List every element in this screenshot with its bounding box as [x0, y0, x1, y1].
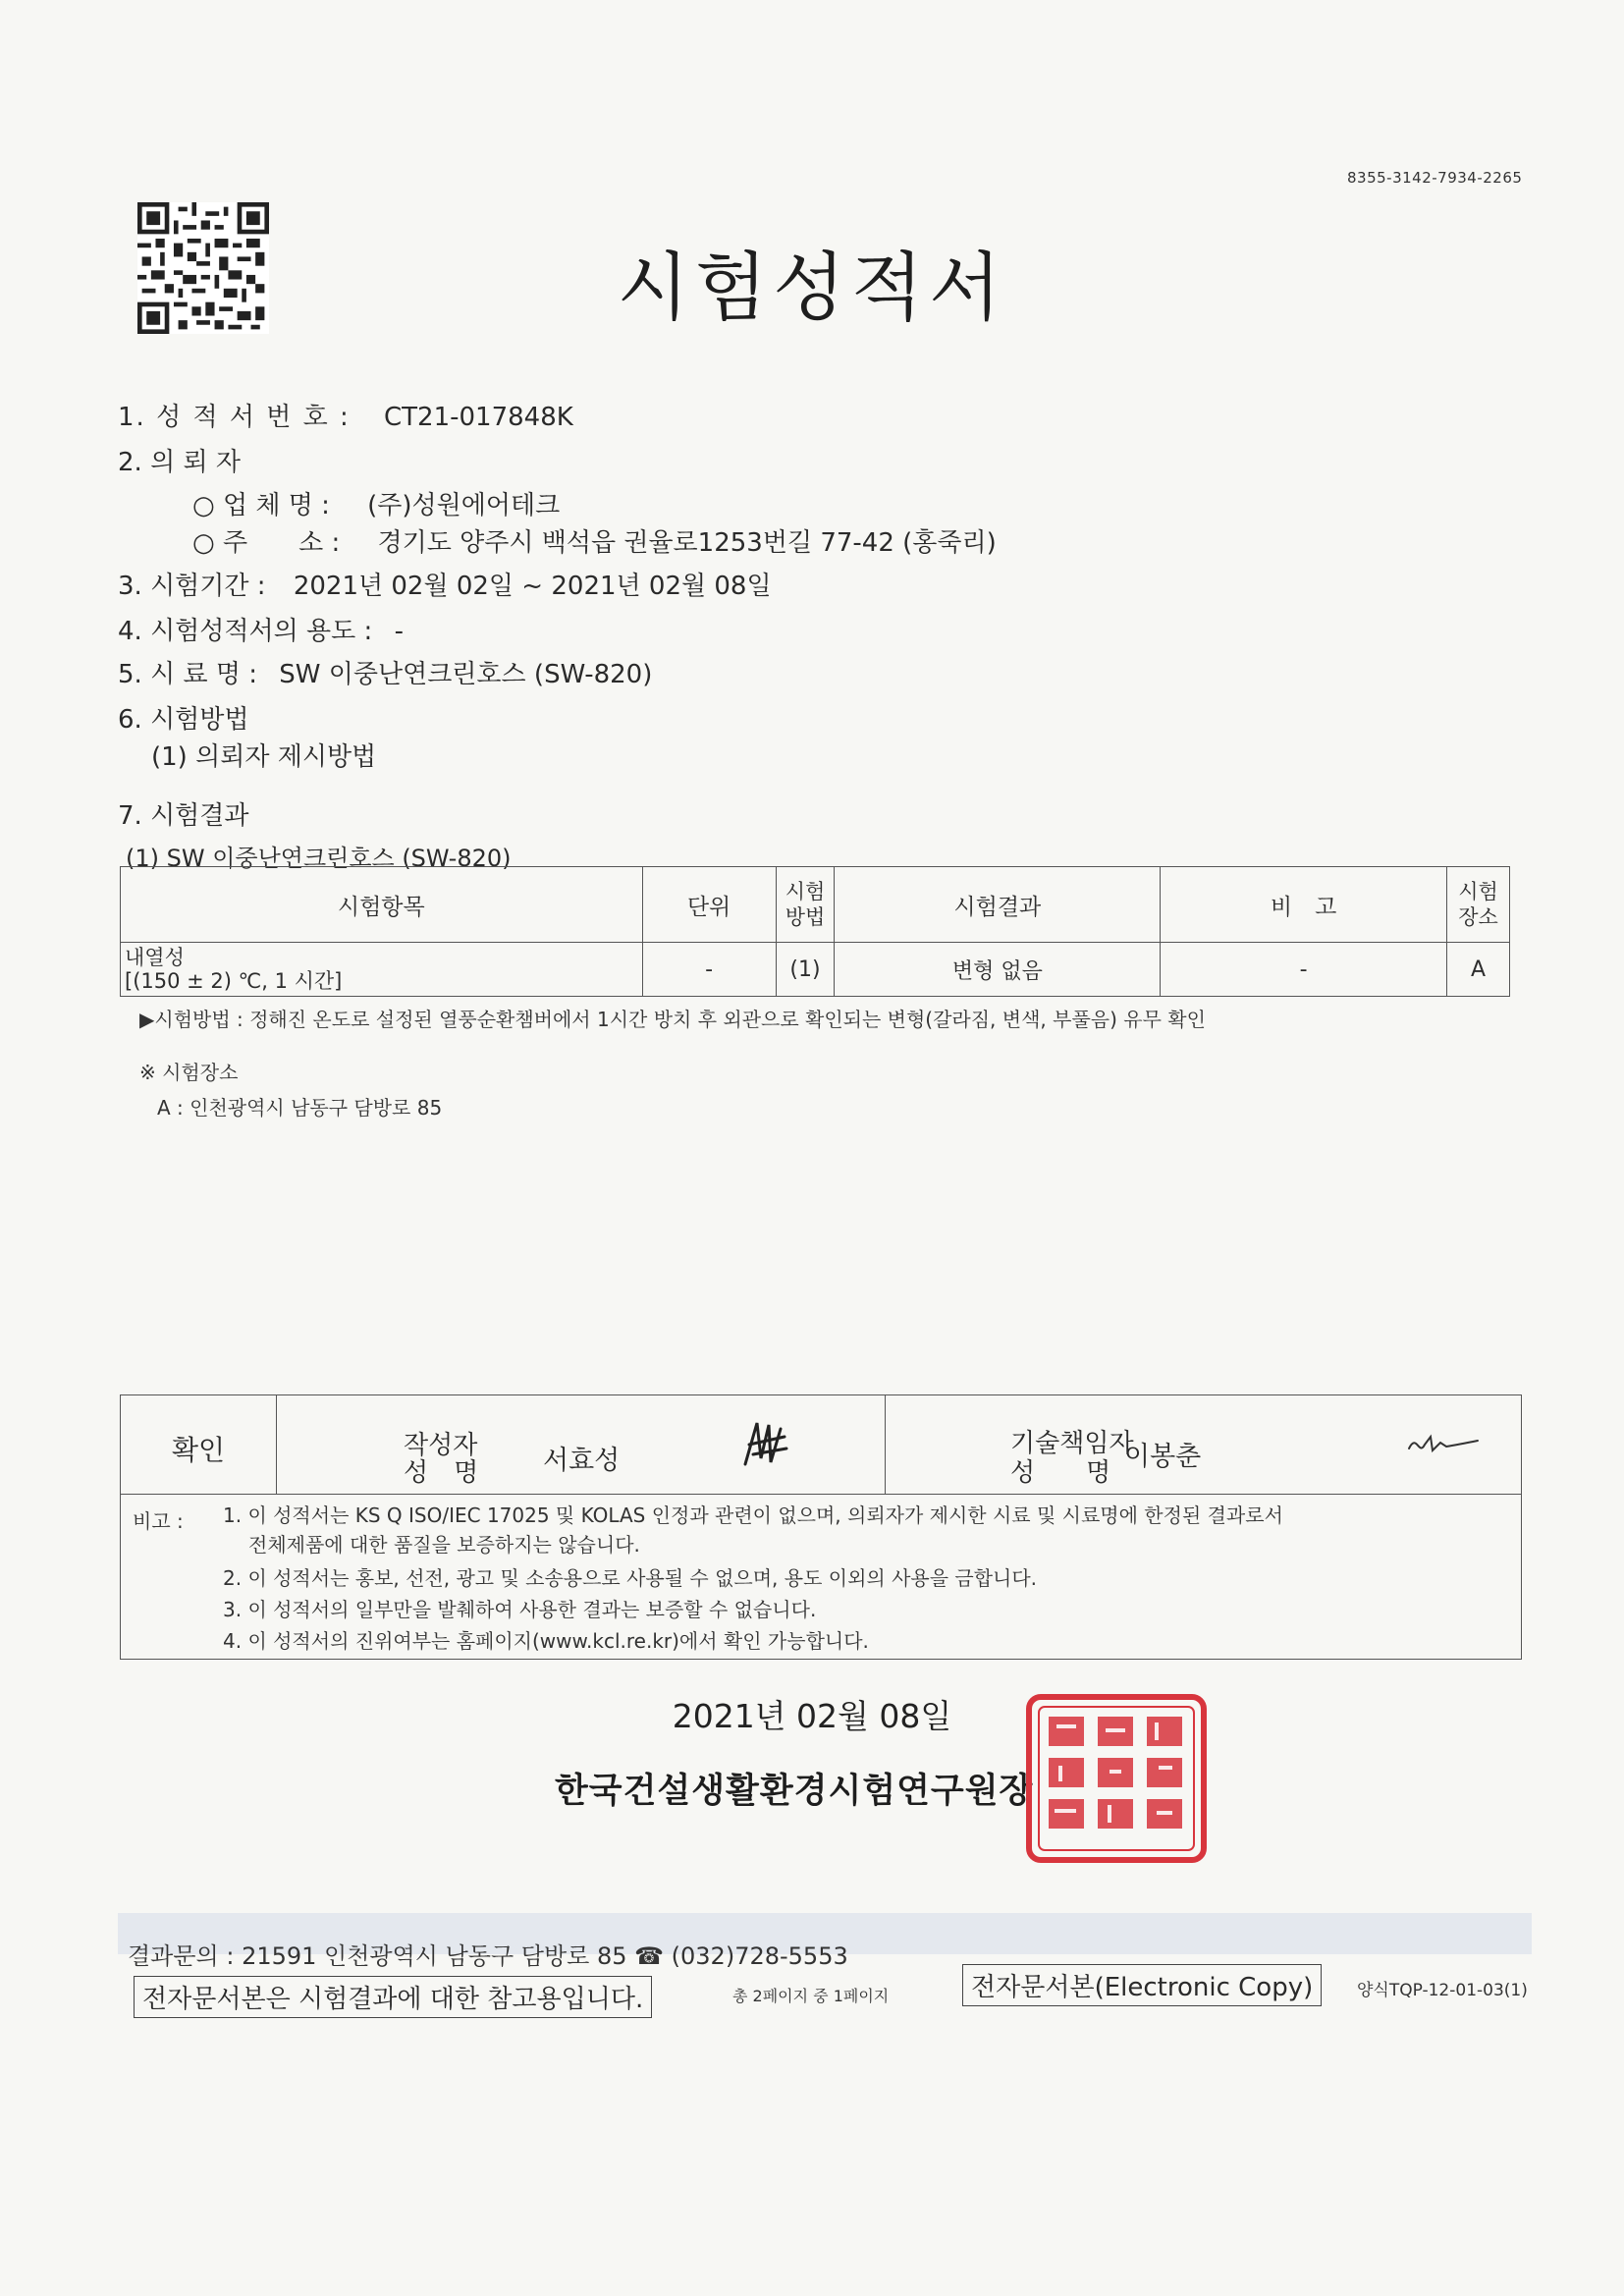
- table-header-row: [121, 867, 1510, 943]
- test-period-row: [118, 566, 772, 602]
- cell-test-item: [121, 943, 643, 997]
- sample-row: [118, 654, 652, 690]
- remark-line-3: 3. 이 성적서의 일부만을 발췌하여 사용한 결과는 보증할 수 없습니다.: [223, 1598, 817, 1621]
- signature-row: [121, 1395, 1521, 1495]
- header-remark: 비 고: [1161, 867, 1447, 943]
- writer-name: 서효성: [543, 1446, 621, 1476]
- confirm-cell: [121, 1395, 277, 1494]
- writer-cell: [276, 1395, 886, 1494]
- remark-line-4: 4. 이 성적서의 진위여부는 홈페이지(www.kcl.re.kr)에서 확인 가능합니다.: [223, 1629, 869, 1653]
- report-number-value: CT21-017848K: [384, 403, 573, 432]
- header-result: 시험결과: [835, 867, 1161, 943]
- method-note: ▶시험방법 : 정해진 온도로 설정된 열풍순환챔버에서 1시간 방치 후 외관으로 확인되는 변형(갈라짐, 변색, 부풀음) 유무 확인: [139, 1008, 1206, 1031]
- remark-line-2: 2. 이 성적서는 홍보, 선전, 광고 및 소송용으로 사용될 수 없으며, 용도 이외의 사용을 금합니다.: [223, 1566, 1038, 1590]
- electronic-note: 전자문서본은 시험결과에 대한 참고용입니다.: [134, 1976, 652, 2018]
- issue-date: 2021년 02월 08일: [672, 1697, 952, 1735]
- tech-label-2: 성 명: [1010, 1458, 1111, 1488]
- electronic-copy-label: 전자문서본(Electronic Copy): [962, 1964, 1322, 2006]
- company-label: ○ 업 체 명 :: [192, 491, 330, 520]
- tech-name: 이봉춘: [1124, 1442, 1202, 1472]
- header-method: 시험 방법: [776, 867, 835, 943]
- place-note-line: A : 인천광역시 남동구 담방로 85: [157, 1096, 443, 1120]
- cell-place: A: [1446, 943, 1509, 997]
- company-row: [192, 485, 560, 521]
- writer-label-1: 작성자: [404, 1431, 478, 1460]
- test-period-label: 3. 시험기간 :: [118, 572, 266, 601]
- page-info: 총 2페이지 중 1페이지: [732, 1987, 890, 2005]
- writer-signature-icon: [737, 1415, 796, 1480]
- signature-box: [120, 1394, 1522, 1660]
- document-number: 8355-3142-7934-2265: [1347, 169, 1523, 187]
- cell-result: 변형 없음: [835, 943, 1161, 997]
- test-method-item: (1) 의뢰자 제시방법: [151, 742, 377, 772]
- address-value: 경기도 양주시 백석읍 권율로1253번길 77-42 (홍죽리): [377, 528, 997, 558]
- table-row: [121, 943, 1510, 997]
- client-label: 2. 의 뢰 자: [118, 448, 241, 477]
- company-value: (주)성원에어테크: [367, 491, 561, 520]
- test-method-label: 6. 시험방법: [118, 705, 249, 735]
- tech-signature-icon: [1403, 1423, 1482, 1462]
- address-label: ○ 주 소 :: [192, 528, 341, 558]
- header-place: 시험 장소: [1446, 867, 1509, 943]
- purpose-label: 4. 시험성적서의 용도 :: [118, 617, 373, 646]
- writer-label-2: 성 명: [404, 1458, 479, 1488]
- header-test-item: 시험항목: [121, 867, 643, 943]
- inquiry-info: 결과문의 : 21591 인천광역시 남동구 담방로 85 ☎ (032)728-5553: [128, 1942, 848, 1970]
- report-number-row: [118, 397, 573, 433]
- place-note-title: ※ 시험장소: [139, 1061, 239, 1084]
- official-seal-icon: [1025, 1693, 1208, 1864]
- remark-line-1b: 전체제품에 대한 품질을 보증하지는 않습니다.: [248, 1533, 640, 1557]
- organization-name: 한국건설생활환경시험연구원장: [555, 1772, 1034, 1811]
- purpose-value: -: [394, 617, 404, 646]
- header-unit: 단위: [642, 867, 776, 943]
- form-code: 양식TQP-12-01-03(1): [1357, 1981, 1528, 2000]
- confirm-label: 확인: [171, 1434, 226, 1466]
- test-period-value: 2021년 02월 02일 ~ 2021년 02월 08일: [293, 572, 772, 601]
- report-number-label: 1. 성 적 서 번 호 :: [118, 403, 351, 432]
- cell-test-item-condition: [(150 ± 2) ℃, 1 시간]: [125, 969, 343, 993]
- cell-remark: -: [1161, 943, 1447, 997]
- purpose-row: [118, 611, 404, 647]
- sample-value: SW 이중난연크린호스 (SW-820): [279, 660, 653, 689]
- cell-method: (1): [776, 943, 835, 997]
- address-row: [192, 522, 997, 559]
- test-result-item: (1) SW 이중난연크린호스 (SW-820): [126, 845, 512, 872]
- sample-label: 5. 시 료 명 :: [118, 660, 257, 689]
- tech-cell: [885, 1395, 1519, 1494]
- test-result-label: 7. 시험결과: [118, 801, 249, 831]
- cell-test-item-name: 내열성: [125, 946, 185, 969]
- cell-unit: -: [642, 943, 776, 997]
- results-table: [120, 866, 1510, 997]
- remarks-label: 비고 :: [133, 1509, 184, 1533]
- page-title: 시험성적서: [617, 244, 1007, 331]
- tech-label-1: 기술책임자: [1010, 1429, 1134, 1458]
- remark-line-1: 1. 이 성적서는 KS Q ISO/IEC 17025 및 KOLAS 인정과 관련이 없으며, 의뢰자가 제시한 시료 및 시료명에 한정된 결과로서: [223, 1503, 1283, 1527]
